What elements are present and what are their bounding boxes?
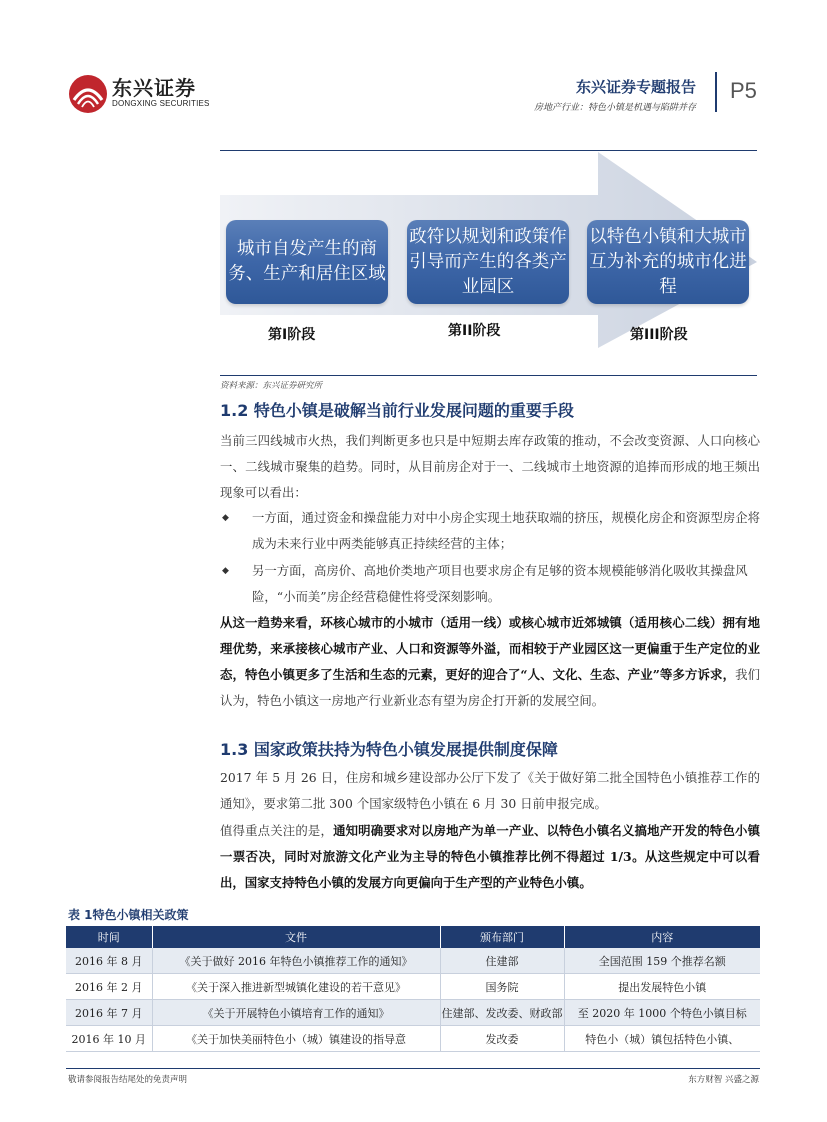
table-cell: 特色小（城）镇包括特色小镇、: [564, 1026, 760, 1052]
report-title: 东兴证券专题报告: [575, 78, 696, 96]
table-cell: 《关于加快美丽特色小（城）镇建设的指导意: [152, 1026, 440, 1052]
section-heading-1-2: 1.2 特色小镇是破解当前行业发展问题的重要手段: [220, 401, 574, 420]
bullet-diamond-icon: ◆: [222, 566, 229, 576]
table-cell: 《关于深入推进新型城镇化建设的若干意见》: [152, 974, 440, 1000]
table-caption: 表 1特色小镇相关政策: [68, 908, 189, 922]
table-row: [66, 1026, 760, 1052]
table-cell: 《关于做好 2016 年特色小镇推荐工作的通知》: [152, 948, 440, 974]
urbanization-stages-diagram: [220, 150, 757, 375]
column-header-document: 文件: [152, 926, 440, 948]
footer-disclaimer: 敬请参阅报告结尾处的免责声明: [68, 1075, 188, 1085]
table-cell: 全国范围 159 个推荐名额: [564, 948, 760, 974]
table-header-row: [66, 926, 760, 948]
paragraph-tail: 我们认为，特色小镇这一房地产行业新业态有望为房企打开新的发展空间。: [220, 667, 760, 708]
table-cell: 住建部、发改委、财政部: [440, 1000, 564, 1026]
header-divider: [715, 72, 717, 112]
section-1-3-paragraph-1: 2017 年 5 月 26 日，住房和城乡建设部办公厅下发了《关于做好第二批全国特色小镇推荐工作的通知》，要求第二批 300 个国家级特色小镇在 6 月 30 日前申报完成。: [220, 770, 760, 811]
table-cell: 住建部: [440, 948, 564, 974]
table-cell: 2016 年 8 月: [66, 948, 152, 974]
stage-3-box: 以特色小镇和大城市互为补充的城市化进程: [587, 220, 749, 304]
bullet-text-2: 另一方面，高房价、高地价类地产项目也要求房企有足够的资本规模能够消化吸收其操盘风险，“小而美”房企经营稳健性将受深刻影响。: [252, 563, 748, 604]
section-1-2-paragraph-2: [220, 610, 760, 714]
table-cell: 发改委: [440, 1026, 564, 1052]
section-1-3-paragraph-2: [220, 818, 760, 896]
table-cell: 2016 年 7 月: [66, 1000, 152, 1026]
diagram-source: 资料来源：东兴证券研究所: [220, 381, 323, 391]
column-header-department: 颁布部门: [440, 926, 564, 948]
column-header-time: 时间: [66, 926, 152, 948]
bullet-diamond-icon: ◆: [222, 513, 229, 523]
page-number: P5: [730, 78, 757, 103]
stage-1-box: 城市自发产生的商务、生产和居住区域: [226, 220, 388, 304]
logo-name-en: DONGXING SECURITIES: [112, 99, 210, 108]
stage-2-label: 第II阶段: [448, 323, 501, 339]
table-row: [66, 1000, 760, 1026]
bullet-text-1: 一方面，通过资金和操盘能力对中小房企实现土地获取端的挤压，规模化房企和资源型房企将成为未来行业中两类能够真正持续经营的主体；: [252, 510, 761, 551]
table-cell: 提出发展特色小镇: [564, 974, 760, 1000]
policy-table: [66, 926, 760, 1052]
company-logo: [68, 72, 218, 116]
stage-3-label: 第III阶段: [630, 327, 688, 343]
logo-emblem-icon: [68, 74, 108, 114]
paragraph-lead: 值得重点关注的是，: [220, 823, 334, 838]
table-cell: 《关于开展特色小镇培育工作的通知》: [152, 1000, 440, 1026]
report-subtitle: 房地产行业：特色小镇是机遇与陷阱并存: [533, 103, 696, 113]
bullet-item-2: [220, 558, 760, 610]
column-header-content: 内容: [564, 926, 760, 948]
table-row: [66, 974, 760, 1000]
table-row: [66, 948, 760, 974]
emphasis-text: 通知明确要求对以房地产为单一产业、以特色小镇名义搞地产开发的特色小镇一票否决，同时对旅游文化产业为主导的特色小镇推荐比例不得超过 1/3。从这些规定中可以看出，国家支持特色小镇的发展方向更偏向于生产型的产业特色小镇。: [220, 823, 761, 890]
section-1-2-paragraph-1: 当前三四线城市火热，我们判断更多也只是中短期去库存政策的推动，不会改变资源、人口向核心一、二线城市聚集的趋势。同时，从目前房企对于一、二线城市土地资源的追捧而形成的地王频出现象可以看出：: [220, 433, 760, 500]
emphasis-text: 从这一趋势来看，环核心城市的小城市（适用一线）或核心城市近郊城镇（适用核心二线）拥有地理优势，来承接核心城市产业、人口和资源等外溢，而相较于产业园区这一更偏重于生产定位的业态，特色小镇更多了生活和生态的元素，更好的迎合了“人、文化、生态、产业”等多方诉求，: [220, 615, 760, 682]
stage-2-box: 政符以规划和政策作引导而产生的各类产业园区: [407, 220, 569, 304]
section-heading-1-3: 1.3 国家政策扶持为特色小镇发展提供制度保障: [220, 740, 558, 759]
table-cell: 2016 年 2 月: [66, 974, 152, 1000]
bullet-item-1: [220, 505, 760, 557]
table-cell: 2016 年 10 月: [66, 1026, 152, 1052]
source-rule: [220, 375, 757, 376]
footer-rule: [66, 1068, 760, 1069]
table-cell: 至 2020 年 1000 个特色小镇目标: [564, 1000, 760, 1026]
table-cell: 国务院: [440, 974, 564, 1000]
logo-name-cn: 东兴证券: [112, 76, 196, 100]
stage-1-label: 第I阶段: [268, 327, 316, 343]
footer-slogan: 东方财智 兴盛之源: [688, 1075, 759, 1085]
